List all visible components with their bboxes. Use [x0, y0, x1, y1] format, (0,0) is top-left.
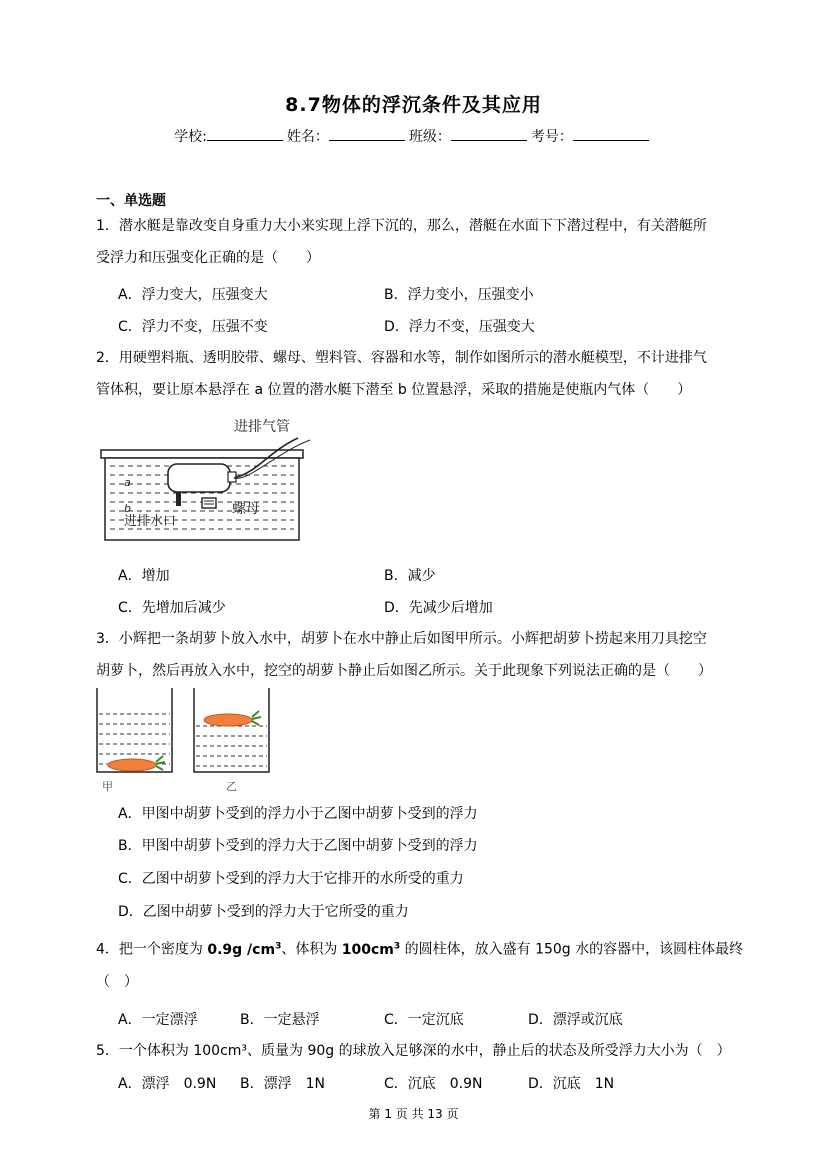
water-inlet: [176, 492, 181, 506]
q1-option-a[interactable]: A．浮力变大，压强变大: [118, 287, 268, 303]
q4-prefix: 4．把一个密度为: [96, 941, 208, 958]
carrot-beakers-figure: [94, 686, 274, 796]
q2-stem-line1: 2．用硬塑料瓶、透明胶带、螺母、塑料管、容器和水等，制作如图所示的潜水艇模型，不计进排气: [96, 350, 707, 366]
q3-stem-line1: 3．小辉把一条胡萝卜放入水中，胡萝卜在水中静止后如图甲所示。小辉把胡萝卜捞起来用刀具挖空: [96, 631, 707, 647]
label-position-a: a: [124, 476, 131, 489]
q2-option-b[interactable]: B．减少: [384, 568, 436, 584]
q4-option-c[interactable]: C．一定沉底: [384, 1012, 464, 1028]
submarine-model-figure: [98, 412, 318, 544]
label-air-pipe: 进排气管: [234, 419, 290, 435]
q3-option-b[interactable]: B．甲图中胡萝卜受到的浮力大于乙图中胡萝卜受到的浮力: [118, 838, 478, 854]
q4-density: 0.9g $/cm^3$: [207, 941, 282, 958]
bottle-submarine: [168, 464, 230, 492]
q3-option-d[interactable]: D．乙图中胡萝卜受到的浮力大于它所受的重力: [118, 904, 409, 920]
label-position-b: b: [124, 502, 131, 515]
name-label: 姓名：: [286, 129, 329, 145]
q4-suffix: 的圆柱体，放入盛有 150g 水的容器中，该圆柱体最终: [400, 941, 744, 958]
q1-option-c[interactable]: C．浮力不变，压强不变: [118, 319, 268, 335]
q4-mid: 、体积为: [281, 941, 342, 958]
section-heading: 一、单选题: [96, 193, 166, 209]
label-nut: 螺母: [232, 501, 260, 517]
number-label: 考号：: [530, 129, 573, 145]
q4-option-a[interactable]: A．一定漂浮: [118, 1012, 198, 1028]
q5-option-d[interactable]: D．沉底 1N: [528, 1076, 615, 1092]
q4-option-b[interactable]: B．一定悬浮: [240, 1012, 320, 1028]
q3-option-a[interactable]: A．甲图中胡萝卜受到的浮力小于乙图中胡萝卜受到的浮力: [118, 806, 478, 822]
school-blank: [207, 128, 283, 141]
beaker-yi: [194, 688, 269, 772]
q2-stem-line2: 管体积，要让原本悬浮在 a 位置的潜水艇下潜至 b 位置悬浮，采取的措施是使瓶内气体（ ）: [96, 382, 692, 398]
student-info-line: [0, 126, 827, 146]
carrot-floating: [204, 714, 252, 726]
q1-stem-line2: 受浮力和压强变化正确的是（ ）: [96, 250, 320, 266]
nut-weight: [202, 498, 216, 508]
school-label: 学校:: [174, 129, 207, 145]
q2-option-c[interactable]: C．先增加后减少: [118, 600, 226, 616]
q3-stem-line2: 胡萝卜，然后再放入水中，挖空的胡萝卜静止后如图乙所示。关于此现象下列说法正确的是（ ）: [96, 663, 712, 679]
q2-option-a[interactable]: A．增加: [118, 568, 170, 584]
q3-option-c[interactable]: C．乙图中胡萝卜受到的浮力大于它排开的水所受的重力: [118, 871, 464, 887]
q5-option-c[interactable]: C．沉底 0.9N: [384, 1076, 483, 1092]
class-label: 班级：: [408, 129, 451, 145]
q5-stem-line1: 5．一个体积为 100cm³、质量为 90g 的球放入足够深的水中，静止后的状态及所受浮力大小为（ ）: [96, 1043, 731, 1059]
label-yi: 乙: [226, 780, 237, 793]
q5-option-b[interactable]: B．漂浮 1N: [240, 1076, 325, 1092]
q2-option-d[interactable]: D．先减少后增加: [384, 600, 493, 616]
q1-option-d[interactable]: D．浮力不变，压强变大: [384, 319, 535, 335]
label-water-inlet: 进排水口: [124, 514, 177, 529]
q4-volume: $100cm^3$: [341, 941, 401, 958]
label-jia: 甲: [102, 780, 113, 793]
class-blank: [451, 128, 527, 141]
carrot-sunk: [108, 759, 156, 771]
page-footer: 第 1 页 共 13 页: [368, 1107, 459, 1121]
q4-stem-line1: [96, 936, 743, 960]
q4-option-d[interactable]: D．漂浮或沉底: [528, 1012, 623, 1028]
beaker-jia: [97, 688, 172, 772]
page-title: 8.7物体的浮沉条件及其应用: [285, 94, 542, 116]
q5-option-a[interactable]: A．漂浮 0.9N: [118, 1076, 217, 1092]
number-blank: [573, 128, 649, 141]
q1-stem-line1: 1．潜水艇是靠改变自身重力大小来实现上浮下沉的，那么，潜艇在水面下下潜过程中，有关潜艇所: [96, 218, 707, 234]
name-blank: [329, 128, 405, 141]
q4-stem-line2: （ ）: [96, 974, 138, 990]
q1-option-b[interactable]: B．浮力变小，压强变小: [384, 287, 534, 303]
